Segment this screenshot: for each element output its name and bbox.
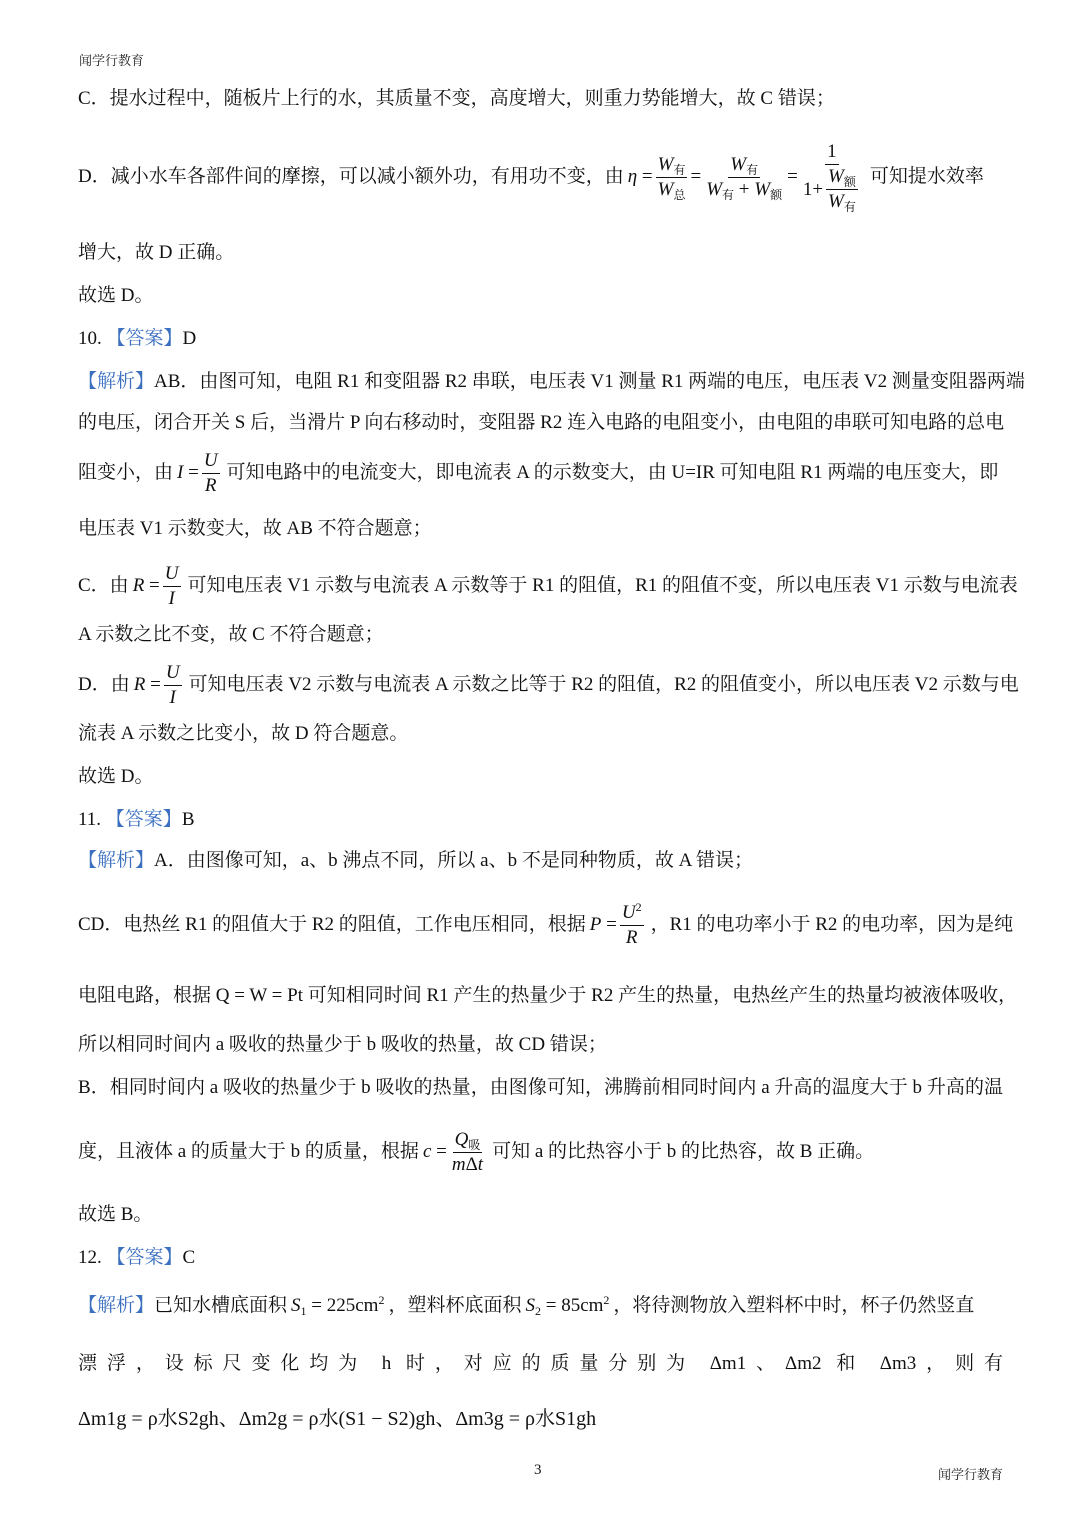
q10-ab-line1: 【解析】 AB．由图可知，电阻 R1 和变阻器 R2 串联，电压表 V1 测量 R1 两端的电压，电压表 V2 测量变阻器两端 xyxy=(78,371,1025,392)
efficiency-formula: η = $\frac{W_有}{W_总}$ = $\frac{W_有}{W_有 + W_额}$ = 1 1+ $\frac{W_额}{W_有}$ xyxy=(627,141,856,214)
q11-option-a: 【解析】 A．由图像可知，a、b 沸点不同，所以 a、b 不是同种物质，故 A 错误； xyxy=(78,850,754,871)
q11-option-cd-line2: 电阻电路，根据 Q = W = Pt 可知相同时间 R1 产生的热量少于 R2 产生的热量，电热丝产生的热量均被液体吸收， xyxy=(78,985,1018,1006)
resistance-formula-d: R = $\frac{U}{I}$ xyxy=(133,661,180,708)
analysis-tag: 【解析】 xyxy=(78,850,155,871)
q10-ab-line4: 电压表 V1 示数变大，故 AB 不符合题意； xyxy=(78,518,432,539)
power-formula: P = $\frac{U^2}{R}$ xyxy=(589,899,642,948)
q11-conclusion: 故选 B。 xyxy=(78,1204,153,1225)
analysis-tag: 【解析】 xyxy=(78,371,155,392)
page-number: 3 xyxy=(534,1462,542,1478)
q10-option-c-line2: A 示数之比不变，故 C 不符合题意； xyxy=(78,624,384,645)
q12-line2: 漂浮，设标尺变化均为 h 时，对应的质量分别为 Δm1、Δm2 和 Δm3，则有 xyxy=(78,1353,1003,1374)
q9-option-c: C．提水过程中，随板片上行的水，其质量不变，高度增大，则重力势能增大，故 C 错误； xyxy=(78,88,835,109)
q10-option-d-line1: D．由 R = $\frac{U}{I}$ 可知电压表 V2 示数与电流表 A 示数之比等于 R2 的阻值，R2 的阻值变小，所以电压表 V2 示数与电 xyxy=(78,661,1019,708)
q11-option-b-line1: B．相同时间内 a 吸收的热量少于 b 吸收的热量，由图像可知，沸腾前相同时间内 a 升高的温度大于 b 升高的温 xyxy=(78,1077,1003,1098)
q10-ab-line3: 阻变小，由 I = $\frac{U}{R}$ 可知电路中的电流变大，即电流表 A 的示数变大，由 U=IR 可知电阻 R1 两端的电压变大，即 xyxy=(78,449,999,496)
analysis-tag: 【解析】 xyxy=(78,1295,155,1316)
q12-equations: Δm1g = ρ水S2gh、Δm2g = ρ水(S1 − S2)gh、Δm3g = ρ水S1gh xyxy=(78,1408,597,1430)
resistance-formula-c: R = $\frac{U}{I}$ xyxy=(132,562,179,609)
q11-option-b-line2: 度，且液体 a 的质量大于 b 的质量，根据 c = $\frac{Q_吸}{\text{mΔt}}$ 可知 a 的比热容小于 b 的比热容，故 B 正确。 xyxy=(78,1128,875,1175)
q9-option-d: D．减小水车各部件间的摩擦，可以减小额外功，有用功不变，由 η = $\frac{W_有}{W_总}$ = $\frac{W_有}{W_有 + W_额}$ = 1 1+ $\frac{W_额}{W_有}$ 可知提水效率 xyxy=(78,141,984,214)
ohm-formula: I = $\frac{U}{R}$ xyxy=(177,449,218,496)
footer-brand: 闻学行教育 xyxy=(938,1467,1004,1482)
cup-area-formula: $S_2 = 85cm^2$ xyxy=(525,1293,610,1318)
q11-answer-line: 11. 【答案】 B xyxy=(78,809,195,830)
header-brand: 闻学行教育 xyxy=(79,53,145,68)
q12-answer: C xyxy=(182,1247,196,1268)
q9-conclusion: 故选 D。 xyxy=(78,285,154,306)
q10-ab-line2: 的电压，闭合开关 S 后，当滑片 P 向右移动时，变阻器 R2 连入电路的电阻变小，由电阻的串联可知电路的总电 xyxy=(78,412,1005,433)
q9-option-d-continued: 增大，故 D 正确。 xyxy=(78,242,235,263)
answer-tag: 【答案】 xyxy=(106,328,183,349)
q10-conclusion: 故选 D。 xyxy=(78,766,154,787)
q12-line1: 【解析】 已知水槽底面积 $S_1 = 225cm^2$ ，塑料杯底面积 $S_2 = 85cm^2$ ，将待测物放入塑料杯中时，杯子仍然竖直 xyxy=(78,1293,975,1318)
q12-answer-line: 12. 【答案】 C xyxy=(78,1247,196,1268)
q11-answer: B xyxy=(181,809,195,830)
q10-option-c-line1: C．由 R = $\frac{U}{I}$ 可知电压表 V1 示数与电流表 A 示数等于 R1 的阻值，R1 的阻值不变，所以电压表 V1 示数与电流表 xyxy=(78,562,1018,609)
q11-option-cd-line3: 所以相同时间内 a 吸收的热量少于 b 吸收的热量，故 CD 错误； xyxy=(78,1034,607,1055)
q10-answer: D xyxy=(182,328,197,349)
q10-option-d-line2: 流表 A 示数之比变小，故 D 符合题意。 xyxy=(78,723,409,744)
q11-option-cd-line1: CD．电热丝 R1 的阻值大于 R2 的阻值，工作电压相同，根据 P = $\frac{U^2}{R}$ ，R1 的电功率小于 R2 的电功率，因为是纯 xyxy=(78,899,1014,948)
answer-tag: 【答案】 xyxy=(105,809,182,830)
specific-heat-formula: c = $\frac{Q_吸}{\text{mΔt}}$ xyxy=(422,1128,484,1175)
answer-tag: 【答案】 xyxy=(106,1247,183,1268)
q10-answer-line: 10. 【答案】 D xyxy=(78,328,197,349)
tank-area-formula: $S_1 = 225cm^2$ xyxy=(291,1293,385,1318)
